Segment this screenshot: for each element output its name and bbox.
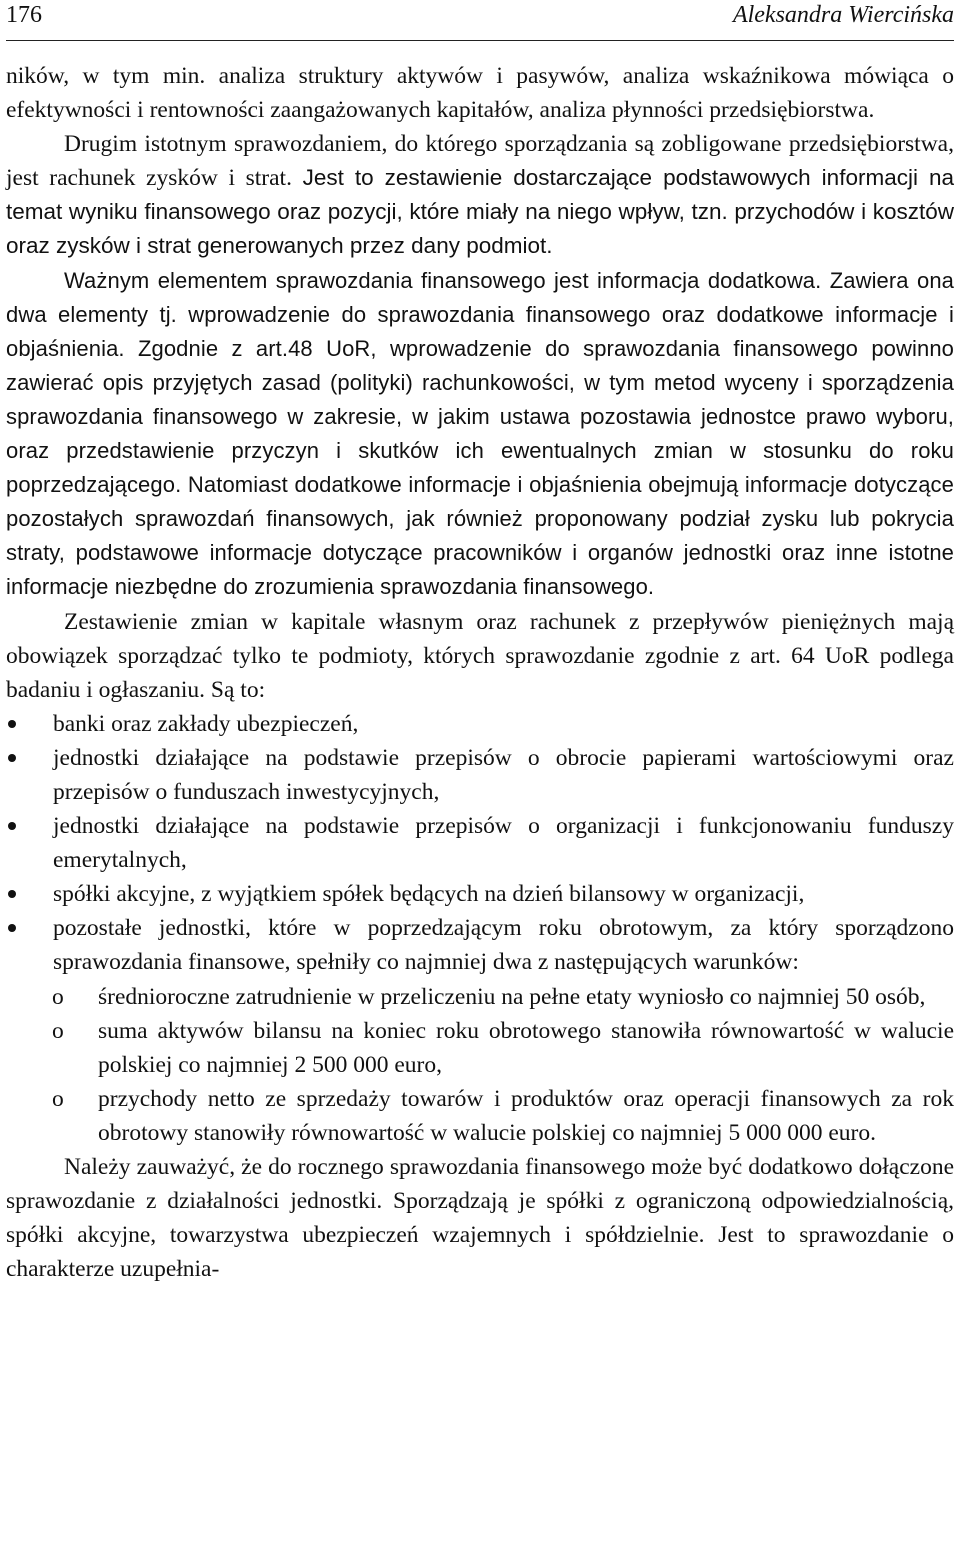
paragraph <box>6 127 954 263</box>
list-item: banki oraz zakłady ubezpieczeń, <box>6 707 954 741</box>
paragraph-text: Jest to zestawienie dostarczające podstawowych informacji na temat wyniku finansowego oraz pozycji, które miały na niego wpływ, tzn. przychodów i kosztów oraz zysków i strat generowanych przez dany podmiot. <box>6 165 954 259</box>
paragraph: Należy zauważyć, że do rocznego sprawozdania finansowego może być dodatkowo dołączone sprawozdanie z działalności jednostki. Sporządzają je spółki z ograniczoną odpowiedzialnością, spółki akcyjne, towarzystwa ubezpieczeń wzajemnych i spółdzielnie. Jest to sprawozdanie o charakterze uzupełnia- <box>6 1154 954 1283</box>
paragraph-text: Ważnym elementem sprawozdania finansowego jest informacja dodatkowa. Zawiera ona dwa elementy tj. wprowadzenie do sprawozdania finansowego oraz dodatkowe informacje i objaśnienia. Zgodnie z art.48 UoR, wprowadzenie do sprawozdania finansowego powinno zawierać opis przyjętych zasad (polityki) rachunkowości, w tym metod wyceny i sporządzenia sprawozdania finansowego w zakresie, w jakim ustawa pozostawia jednostce prawo wyboru, oraz przedstawienie przyczyn i skutków ich ewentualnych zmian w stosunku do roku poprzedzającego. Natomiast dodatkowe informacje i objaśnienia obejmują informacje dotyczące pozostałych sprawozdań finansowych, jak również proponowany podział zysku lub pokrycia straty, podstawowe informacje dotyczące pracowników i organów jednostki oraz inne istotne informacje niezbędne do zrozumienia sprawozdania finansowego. <box>6 267 954 600</box>
paragraph-text: Drugim istotnym sprawozdaniem, do którego sporządzania są zobligowane przedsiębiorstwa, jest rachunek zysków i strat. <box>6 131 954 192</box>
list-item: jednostki działające na podstawie przepisów o obrocie papierami wartościowymi oraz przepisów o funduszach inwestycyjnych, <box>6 741 954 809</box>
list-item <box>6 911 954 979</box>
page-body <box>6 41 954 1286</box>
page-number: 176 <box>6 2 42 28</box>
list-item: spółki akcyjne, z wyjątkiem spółek będących na dzień bilansowy w organizacji, <box>6 877 954 911</box>
list-item: jednostki działające na podstawie przepisów o organizacji i funkcjonowaniu funduszy emerytalnych, <box>6 809 954 877</box>
bullet-list <box>6 707 954 980</box>
running-head-author: Aleksandra Wiercińska <box>732 2 954 28</box>
sub-list-item: o suma aktywów bilansu na koniec roku obrotowego stanowiła równowartość w walucie polskiej co najmniej 2 500 000 euro, <box>6 1014 954 1082</box>
list-item-text: pozostałe jednostki, które w poprzedzającym roku obrotowym, za który sporządzono sprawozdania finansowe, spełniły co najmniej dwa z następujących warunków: <box>53 915 954 976</box>
sub-list-item: o średnioroczne zatrudnienie w przeliczeniu na pełne etaty wyniosło co najmniej 50 osób, <box>6 980 954 1014</box>
sub-list <box>6 980 954 1150</box>
paragraph: Zestawienie zmian w kapitale własnym oraz rachunek z przepływów pieniężnych mają obowiązek sporządzać tylko te podmioty, których sprawozdanie zgodnie z art. 64 UoR podlega badaniu i ogłaszaniu. Są to: <box>6 608 954 703</box>
page-header <box>6 0 954 41</box>
paragraph <box>6 264 954 605</box>
sub-list-item: o przychody netto ze sprzedaży towarów i produktów oraz operacji finansowych za rok obrotowy stanowiły równowartość w walucie polskiej co najmniej 5 000 000 euro. <box>6 1082 954 1150</box>
paragraph: ników, w tym min. analiza struktury aktywów i pasywów, analiza wskaźnikowa mówiąca o efektywności i rentowności zaangażowanych kapitałów, analiza płynności przedsiębiorstwa. <box>6 63 954 124</box>
